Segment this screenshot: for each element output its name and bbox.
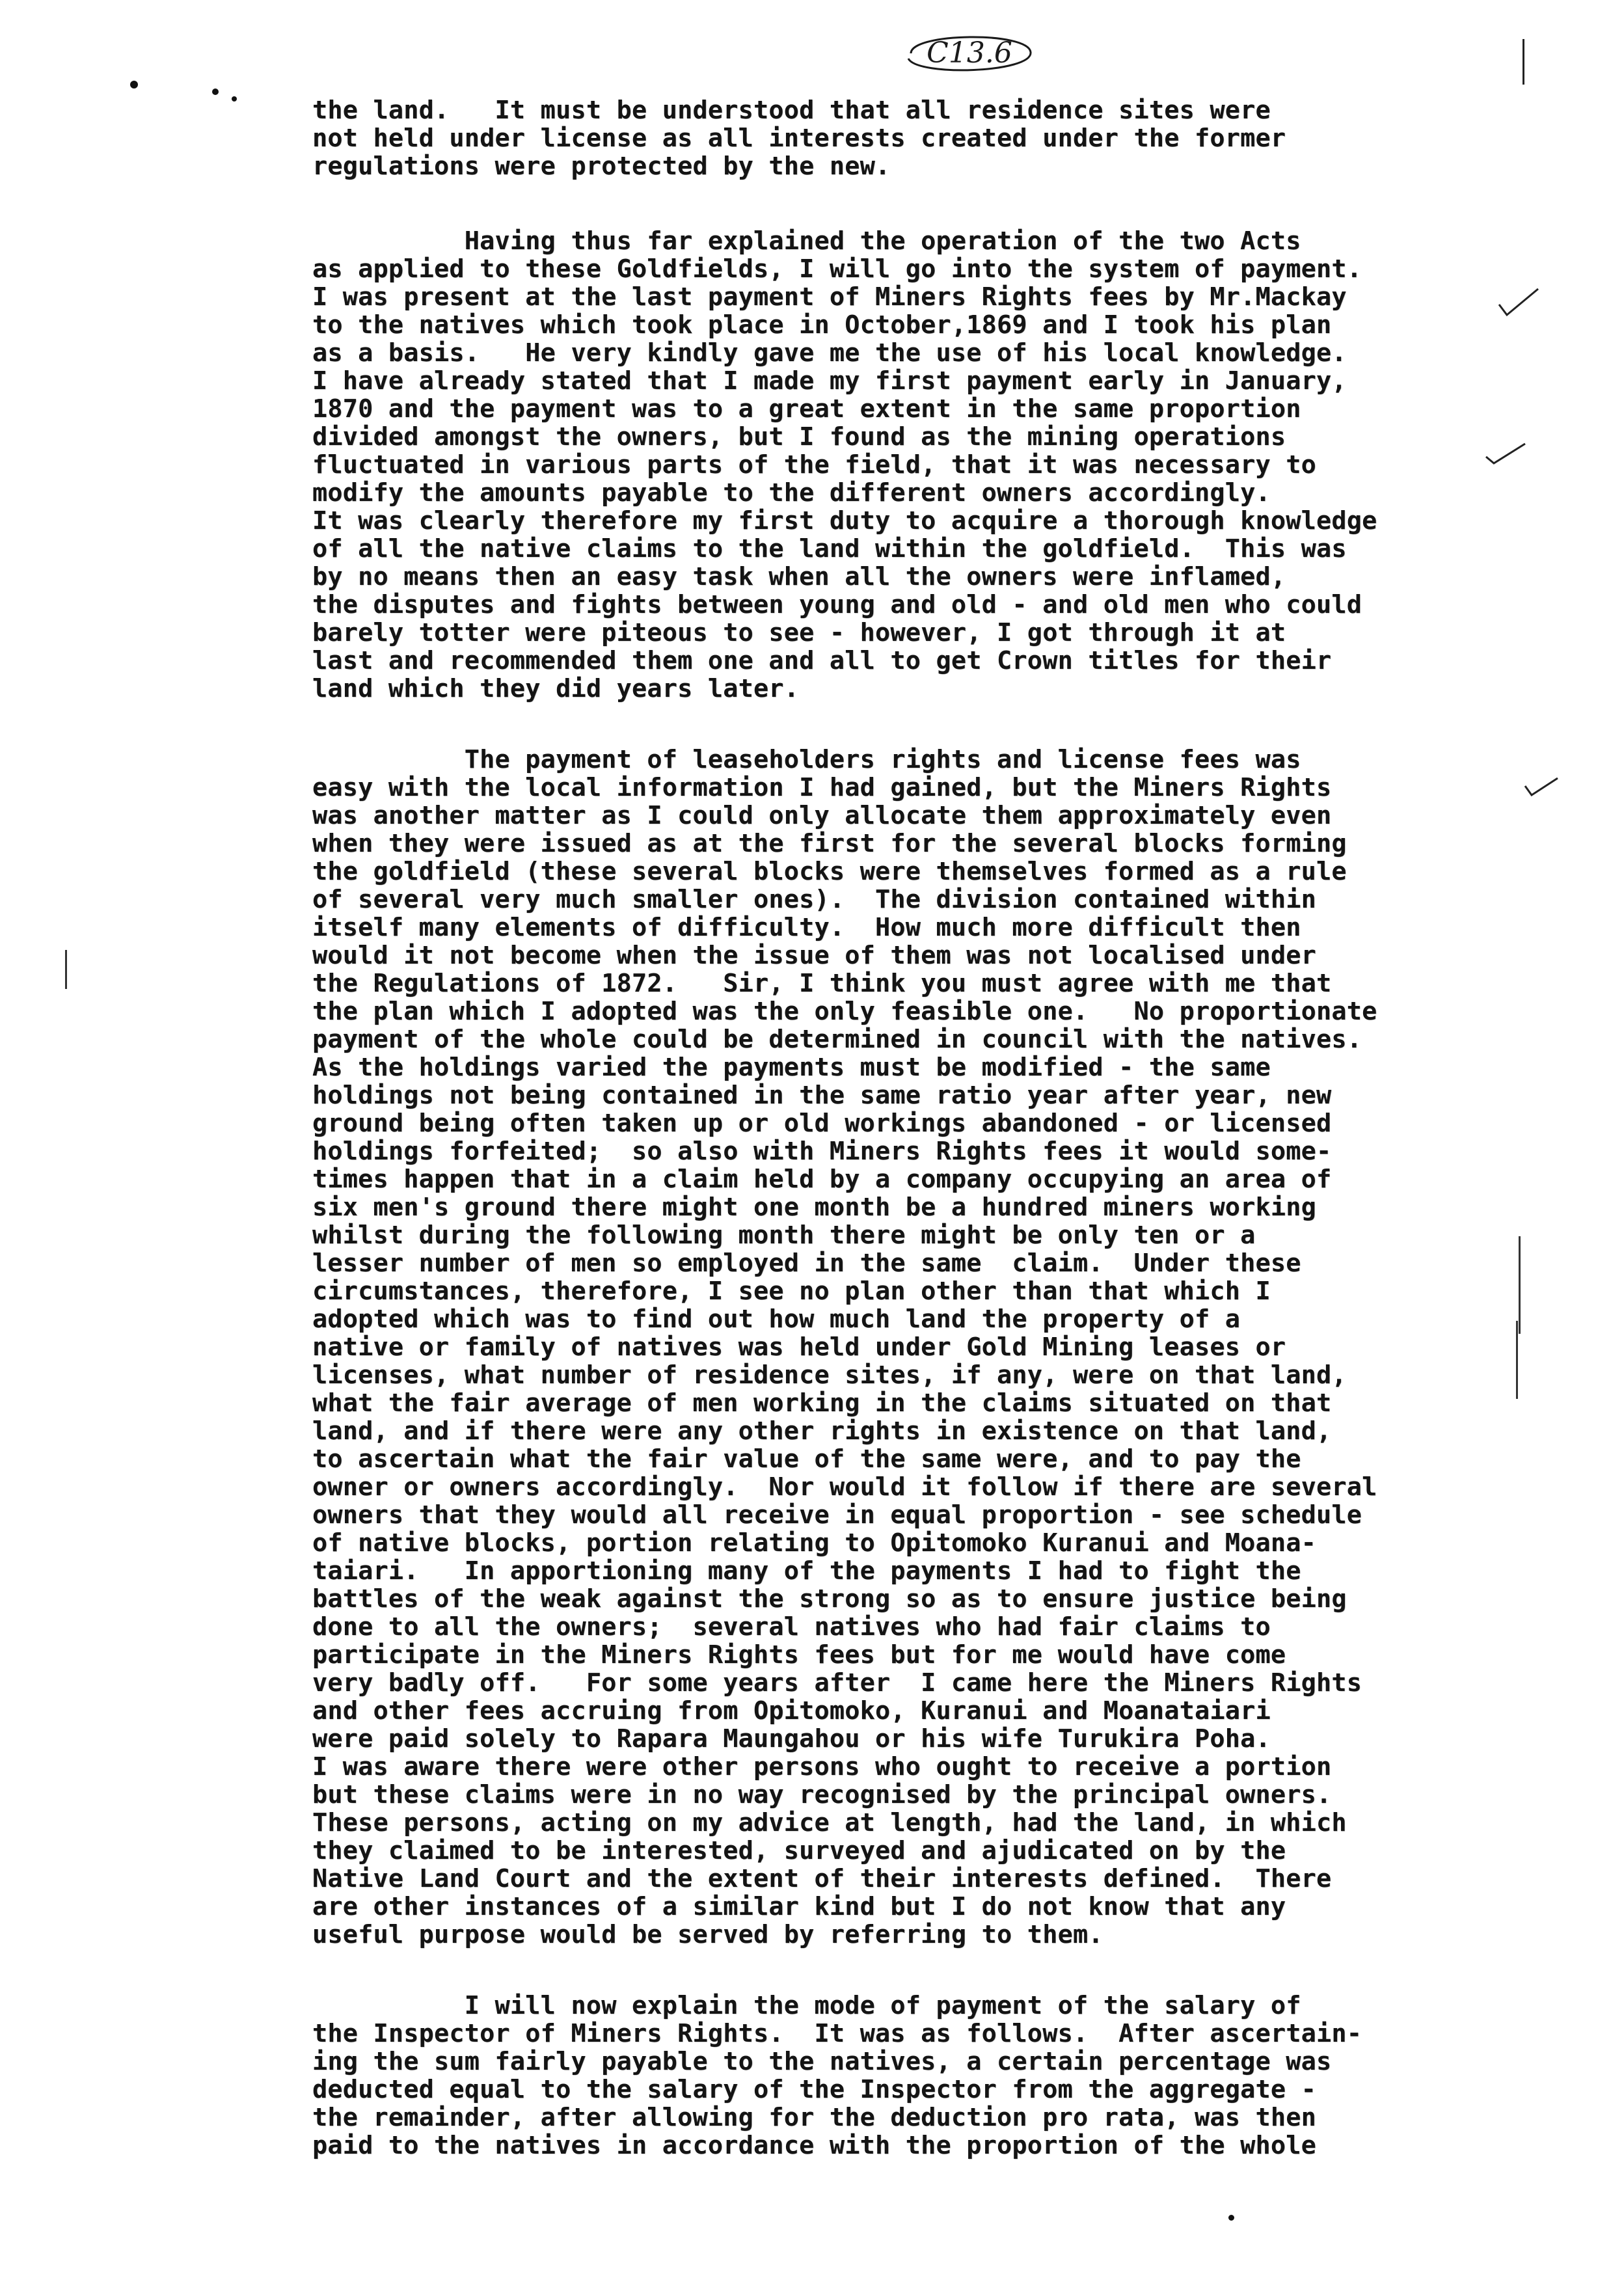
text-line: the land. It must be understood that all residence sites were (312, 96, 1271, 125)
text-line: very badly off. For some years after I came here the Miners Rights (312, 1668, 1362, 1698)
text-line: and other fees accruing from Opitomoko, Kuranui and Moanataiari (312, 1696, 1271, 1726)
text-line: As the holdings varied the payments must be modified - the same (312, 1053, 1271, 1082)
text-line: Having thus far explained the operation of the two Acts (312, 226, 1301, 256)
text-line: 1870 and the payment was to a great extent in the same proportion (312, 394, 1301, 424)
text-line: holdings not being contained in the same ratio year after year, new (312, 1081, 1332, 1110)
tick-mark-icon (1522, 773, 1562, 805)
text-line: are other instances of a similar kind but I do not know that any (312, 1892, 1286, 1921)
text-line: modify the amounts payable to the different owners accordingly. (312, 478, 1271, 508)
text-line: lesser number of men so employed in the same claim. Under these (312, 1249, 1301, 1278)
text-line: to the natives which took place in October,1869 and I took his plan (312, 310, 1332, 340)
text-line: deducted equal to the salary of the Inspector from the aggregate - (312, 2075, 1317, 2104)
text-line: were paid solely to Rapara Maungahou or his wife Turukira Poha. (312, 1724, 1271, 1753)
paragraph-inspector-salary (312, 1992, 1522, 2159)
text-line: The payment of leaseholders rights and license fees was (312, 745, 1301, 774)
edge-mark (1519, 1236, 1521, 1334)
page-number: C13.6 (891, 27, 1048, 79)
text-line: by no means then an easy task when all the owners were inflamed, (312, 562, 1286, 591)
text-line: the Regulations of 1872. Sir, I think you must agree with me that (312, 969, 1332, 998)
text-line: whilst during the following month there might be only ten or a (312, 1221, 1256, 1250)
paragraph-leaseholders-rights (312, 746, 1522, 1949)
text-line: last and recommended them one and all to get Crown titles for their (312, 646, 1332, 675)
document-body (312, 96, 1522, 2159)
text-line: Native Land Court and the extent of their interests defined. There (312, 1864, 1332, 1893)
text-line: of all the native claims to the land within the goldfield. This was (312, 534, 1347, 563)
text-line: as applied to these Goldfields, I will go into the system of payment. (312, 254, 1362, 284)
text-line: times happen that in a claim held by a company occupying an area of (312, 1165, 1332, 1194)
text-line: land which they did years later. (312, 674, 800, 703)
text-line: paid to the natives in accordance with the proportion of the whole (312, 2131, 1317, 2160)
text-line: useful purpose would be served by referring to them. (312, 1920, 1103, 1949)
text-line: regulations were protected by the new. (312, 152, 891, 181)
scan-speck (232, 96, 237, 102)
text-line: would it not become when the issue of them was not localised under (312, 941, 1317, 970)
text-line: owner or owners accordingly. Nor would it follow if there are several (312, 1472, 1377, 1502)
text-line: It was clearly therefore my first duty to acquire a thorough knowledge (312, 506, 1377, 535)
scan-speck (130, 81, 138, 88)
text-line: native or family of natives was held under Gold Mining leases or (312, 1333, 1286, 1362)
text-line: ground being often taken up or old workings abandoned - or licensed (312, 1109, 1332, 1138)
text-line: of native blocks, portion relating to Opitomoko Kuranui and Moana- (312, 1528, 1317, 1558)
text-line: done to all the owners; several natives who had fair claims to (312, 1612, 1271, 1642)
tick-mark-icon (1483, 437, 1529, 470)
text-line: as a basis. He very kindly gave me the use of his local knowledge. (312, 338, 1347, 368)
text-line: I was aware there were other persons who ought to receive a portion (312, 1752, 1332, 1781)
text-line: when they were issued as at the first for the several blocks forming (312, 829, 1347, 858)
text-line: the plan which I adopted was the only feasible one. No proportionate (312, 997, 1377, 1026)
text-line: participate in the Miners Rights fees but for me would have come (312, 1640, 1286, 1670)
text-line: the Inspector of Miners Rights. It was as follows. After ascertain- (312, 2019, 1362, 2048)
text-line: taiari. In apportioning many of the payments I had to fight the (312, 1556, 1301, 1586)
text-line: holdings forfeited; so also with Miners Rights fees it would some- (312, 1137, 1332, 1166)
text-line: owners that they would all receive in equal proportion - see schedule (312, 1500, 1362, 1530)
text-line: fluctuated in various parts of the field, that it was necessary to (312, 450, 1317, 480)
scan-speck (212, 88, 219, 95)
text-line: what the fair average of men working in the claims situated on that (312, 1388, 1332, 1418)
text-line: land, and if there were any other rights in existence on that land, (312, 1416, 1332, 1446)
edge-mark (1522, 39, 1524, 85)
text-line: was another matter as I could only allocate them approximately even (312, 801, 1332, 830)
scan-speck (1228, 2215, 1234, 2221)
text-line: six men's ground there might one month be a hundred miners working (312, 1193, 1317, 1222)
paragraph-residence-sites (312, 96, 1522, 180)
text-line: barely totter were piteous to see - however, I got through it at (312, 618, 1286, 647)
paragraph-system-of-payment (312, 227, 1522, 703)
edge-mark (1516, 1321, 1518, 1399)
text-line: easy with the local information I had gained, but the Miners Rights (312, 773, 1332, 802)
text-line: battles of the weak against the strong so as to ensure justice being (312, 1584, 1347, 1614)
text-line: licenses, what number of residence sites, if any, were on that land, (312, 1360, 1347, 1390)
text-line: divided amongst the owners, but I found as the mining operations (312, 422, 1286, 452)
tick-mark-icon (1496, 285, 1542, 324)
text-line: These persons, acting on my advice at length, had the land, in which (312, 1808, 1347, 1837)
text-line: payment of the whole could be determined in council with the natives. (312, 1025, 1362, 1054)
text-line: ing the sum fairly payable to the natives, a certain percentage was (312, 2047, 1332, 2076)
text-line: of several very much smaller ones). The division contained within (312, 885, 1317, 914)
text-line: I have already stated that I made my first payment early in January, (312, 366, 1347, 396)
text-line: they claimed to be interested, surveyed and ajudicated on by the (312, 1836, 1286, 1865)
text-line: the disputes and fights between young and old - and old men who could (312, 590, 1362, 619)
text-line: circumstances, therefore, I see no plan other than that which I (312, 1277, 1271, 1306)
text-line: to ascertain what the fair value of the same were, and to pay the (312, 1444, 1301, 1474)
text-line: not held under license as all interests created under the former (312, 124, 1286, 153)
text-line: I was present at the last payment of Miners Rights fees by Mr.Mackay (312, 282, 1347, 312)
text-line: adopted which was to find out how much land the property of a (312, 1305, 1241, 1334)
text-line: the remainder, after allowing for the deduction pro rata, was then (312, 2103, 1317, 2132)
text-line: itself many elements of difficulty. How much more difficult then (312, 913, 1301, 942)
edge-mark (65, 950, 67, 989)
text-line: I will now explain the mode of payment of the salary of (312, 1991, 1301, 2020)
text-line: the goldfield (these several blocks were themselves formed as a rule (312, 857, 1347, 886)
text-line: but these claims were in no way recognised by the principal owners. (312, 1780, 1332, 1809)
